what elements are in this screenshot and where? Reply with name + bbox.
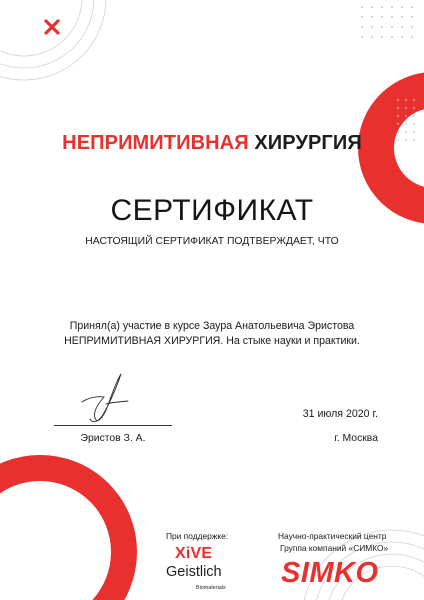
brand-dark-word: ХИРУРГИЯ [254,132,362,154]
certificate-body-line-2: НЕПРИМИТИВНАЯ ХИРУРГИЯ. На стыке науки и практики. [64,335,360,347]
bottom-left-red-ring [0,468,124,600]
certificate-subtitle: НАСТОЯЩИЙ СЕРТИФИКАТ ПОДТВЕРЖДАЕТ, ЧТО [85,236,339,247]
signature-image [82,374,128,422]
certificate-title: СЕРТИФИКАТ [110,194,314,227]
course-brand-title [0,132,424,155]
geistlich-biomaterials-label: Biomaterials [196,585,226,591]
brand-red-word: НЕПРИМИТИВНАЯ [62,132,249,154]
issue-city: г. Москва [334,433,378,444]
signatory-name: Эристов З. А. [80,433,146,444]
certificate-body-line-1: Принял(а) участие в курсе Заура Анатольевича Эристова [69,320,355,332]
top-left-arcs [0,0,106,80]
organizer-line-2: Группа компаний «СИМКО» [280,543,389,553]
geistlich-logo: Geistlich [166,564,222,580]
organizer-line-1: Научно-практический центр [278,531,387,541]
top-right-dot-grid [361,6,413,38]
support-label: При поддержке: [166,531,229,541]
xive-logo: XiVE [175,545,213,562]
simko-logo: SIMKO [281,557,379,589]
cross-mark [46,21,58,33]
signature-line [54,425,172,426]
issue-date: 31 июля 2020 г. [302,408,378,420]
